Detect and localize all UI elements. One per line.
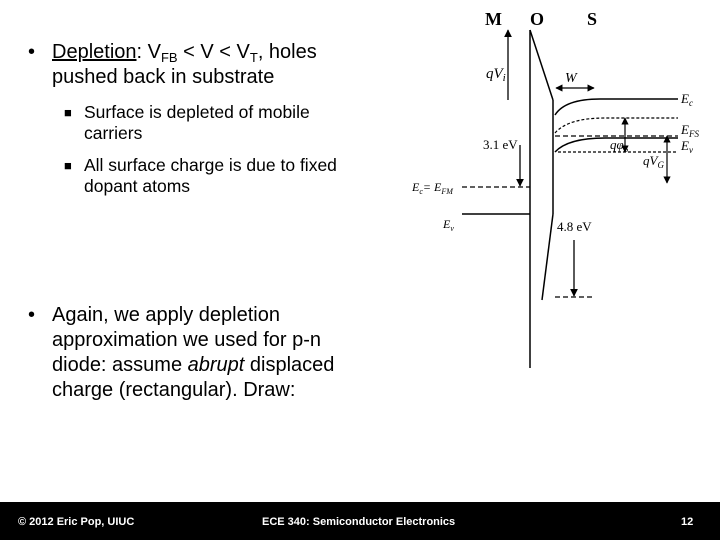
label-s: S (587, 9, 598, 29)
label-ec (680, 91, 693, 108)
text: E (443, 217, 451, 231)
label-ec-efm (411, 180, 454, 196)
square-bullet: ■ (64, 105, 72, 120)
text: FS (688, 129, 699, 139)
text: All surface charge is due to fixed (84, 155, 337, 175)
text: FM (441, 187, 453, 196)
text: E (412, 180, 420, 194)
oxide-vb-edge (542, 214, 553, 300)
text: E (681, 91, 689, 106)
footer-course: ECE 340: Semiconductor Electronics (262, 516, 456, 528)
ei-dotted (555, 118, 678, 133)
text: c (419, 187, 423, 196)
label-3-1-ev: 3.1 eV (483, 137, 518, 152)
text: v (688, 145, 693, 155)
bullet-dot: • (28, 304, 36, 326)
text: diode: assume (52, 354, 188, 376)
text: qV (643, 153, 658, 168)
label-w: W (565, 71, 577, 86)
text: c (688, 98, 693, 108)
label-4-8-ev: 4.8 eV (557, 219, 592, 234)
text: carriers (84, 123, 143, 143)
label-ev (680, 138, 693, 155)
label-qvi (486, 66, 506, 84)
text: v (450, 224, 454, 233)
text: qφ (610, 137, 624, 152)
label-qphis (610, 137, 629, 154)
text: , holes (257, 41, 317, 63)
text: : V (136, 41, 161, 63)
footer-copyright: © 2012 Eric Pop, UIUC (18, 516, 135, 528)
bullet-dot: • (28, 41, 36, 63)
text: Again, we apply depletion (52, 304, 280, 326)
sub-t: T (249, 50, 258, 65)
text: S (623, 144, 629, 154)
sub-fb: FB (160, 50, 178, 65)
footer-bar (0, 502, 720, 540)
oxide-cb-edge (530, 30, 553, 100)
label-o: O (530, 9, 545, 29)
label-efs (680, 122, 699, 139)
label-ev-left (442, 217, 454, 233)
text: Surface is depleted of mobile (84, 102, 310, 122)
text: pushed back in substrate (52, 66, 275, 88)
text: approximation we used for p-n (52, 329, 322, 351)
text: < V < V (177, 41, 250, 63)
label-m: M (485, 9, 502, 29)
text: displaced (244, 354, 335, 376)
text: E (681, 138, 689, 153)
italic-abrupt: abrupt (187, 354, 245, 376)
square-bullet: ■ (64, 158, 72, 173)
footer-page-number: 12 (681, 516, 694, 528)
text: dopant atoms (84, 176, 191, 196)
label-qvg (643, 153, 664, 170)
term-depletion: Depletion (52, 41, 137, 63)
text: charge (rectangular). Draw: (52, 379, 296, 401)
text: G (657, 160, 664, 170)
ec-band (555, 99, 678, 115)
text: = E (422, 180, 442, 194)
text: qV (486, 66, 503, 82)
text: E (681, 122, 689, 137)
text: i (502, 72, 506, 84)
